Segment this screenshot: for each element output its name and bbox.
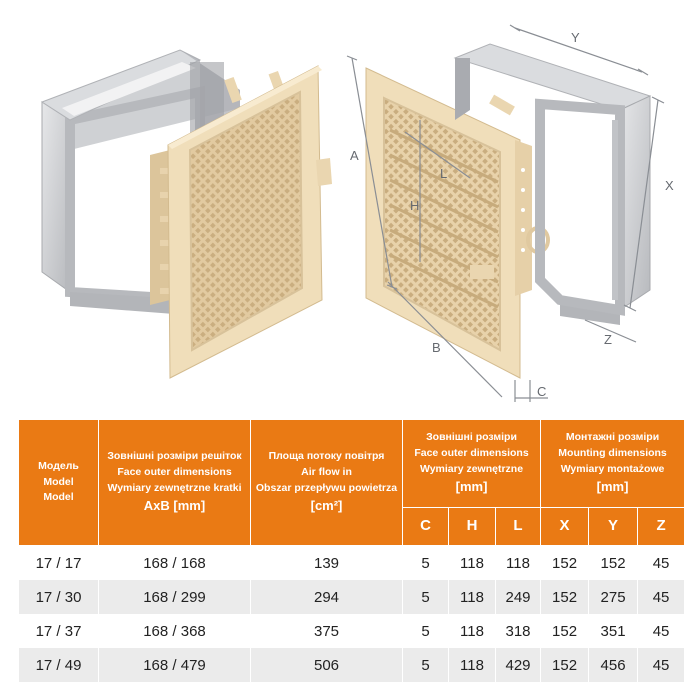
dimensions-table	[18, 419, 685, 682]
header-outer-dimensions: Зовнішні розміри Face outer dimensions Wymiary zewnętrzne [mm]	[403, 420, 541, 508]
cell-airflow: 506	[251, 648, 403, 682]
cell-axb: 168 / 168	[99, 546, 251, 581]
cell-h: 118	[449, 614, 496, 648]
dim-label-b: B	[432, 340, 441, 355]
cell-c: 5	[403, 580, 449, 614]
header-y: Y	[589, 508, 638, 546]
cell-x: 152	[541, 546, 589, 581]
dim-label-h: H	[410, 198, 420, 213]
cell-y: 152	[589, 546, 638, 581]
table-header-row	[19, 420, 685, 508]
header-h: H	[449, 508, 496, 546]
dim-label-a: A	[350, 148, 359, 163]
cell-l: 249	[496, 580, 541, 614]
cell-x: 152	[541, 648, 589, 682]
header-mounting-dimensions: Монтажні розміри Mounting dimensions Wymiary montażowe [mm]	[541, 420, 685, 508]
cell-z: 45	[638, 648, 685, 682]
cell-airflow: 139	[251, 546, 403, 581]
cell-y: 351	[589, 614, 638, 648]
cell-c: 5	[403, 546, 449, 581]
cell-h: 118	[449, 546, 496, 581]
cell-axb: 168 / 368	[99, 614, 251, 648]
table-row	[19, 648, 685, 682]
cell-x: 152	[541, 580, 589, 614]
cell-model: 17 / 30	[19, 580, 99, 614]
dim-label-x: X	[665, 178, 674, 193]
header-air-flow: Площа потоку повітря Air flow in Obszar przepływu powietrza [cm²]	[251, 420, 403, 546]
cell-c: 5	[403, 648, 449, 682]
table-row	[19, 580, 685, 614]
cell-l: 118	[496, 546, 541, 581]
header-model: Модель Model Model	[19, 420, 99, 546]
cell-model: 17 / 37	[19, 614, 99, 648]
cell-z: 45	[638, 614, 685, 648]
cell-axb: 168 / 299	[99, 580, 251, 614]
cell-y: 275	[589, 580, 638, 614]
header-face-dimensions: Зовнішні розміри решіток Face outer dimensions Wymiary zewnętrzne kratki AxB [mm]	[99, 420, 251, 546]
dim-label-y: Y	[571, 30, 580, 45]
header-x: X	[541, 508, 589, 546]
cell-axb: 168 / 479	[99, 648, 251, 682]
dim-label-c: C	[537, 384, 547, 399]
header-l: L	[496, 508, 541, 546]
cell-h: 118	[449, 580, 496, 614]
cell-model: 17 / 49	[19, 648, 99, 682]
cell-z: 45	[638, 580, 685, 614]
cell-c: 5	[403, 614, 449, 648]
dim-label-z: Z	[604, 332, 612, 347]
cell-l: 318	[496, 614, 541, 648]
header-c: C	[403, 508, 449, 546]
table-row	[19, 546, 685, 581]
cell-model: 17 / 17	[19, 546, 99, 581]
cell-z: 45	[638, 546, 685, 581]
cell-l: 429	[496, 648, 541, 682]
header-z: Z	[638, 508, 685, 546]
cell-x: 152	[541, 614, 589, 648]
cell-airflow: 375	[251, 614, 403, 648]
cell-airflow: 294	[251, 580, 403, 614]
cell-y: 456	[589, 648, 638, 682]
cell-h: 118	[449, 648, 496, 682]
dim-label-l: L	[440, 166, 448, 181]
table-row	[19, 614, 685, 648]
